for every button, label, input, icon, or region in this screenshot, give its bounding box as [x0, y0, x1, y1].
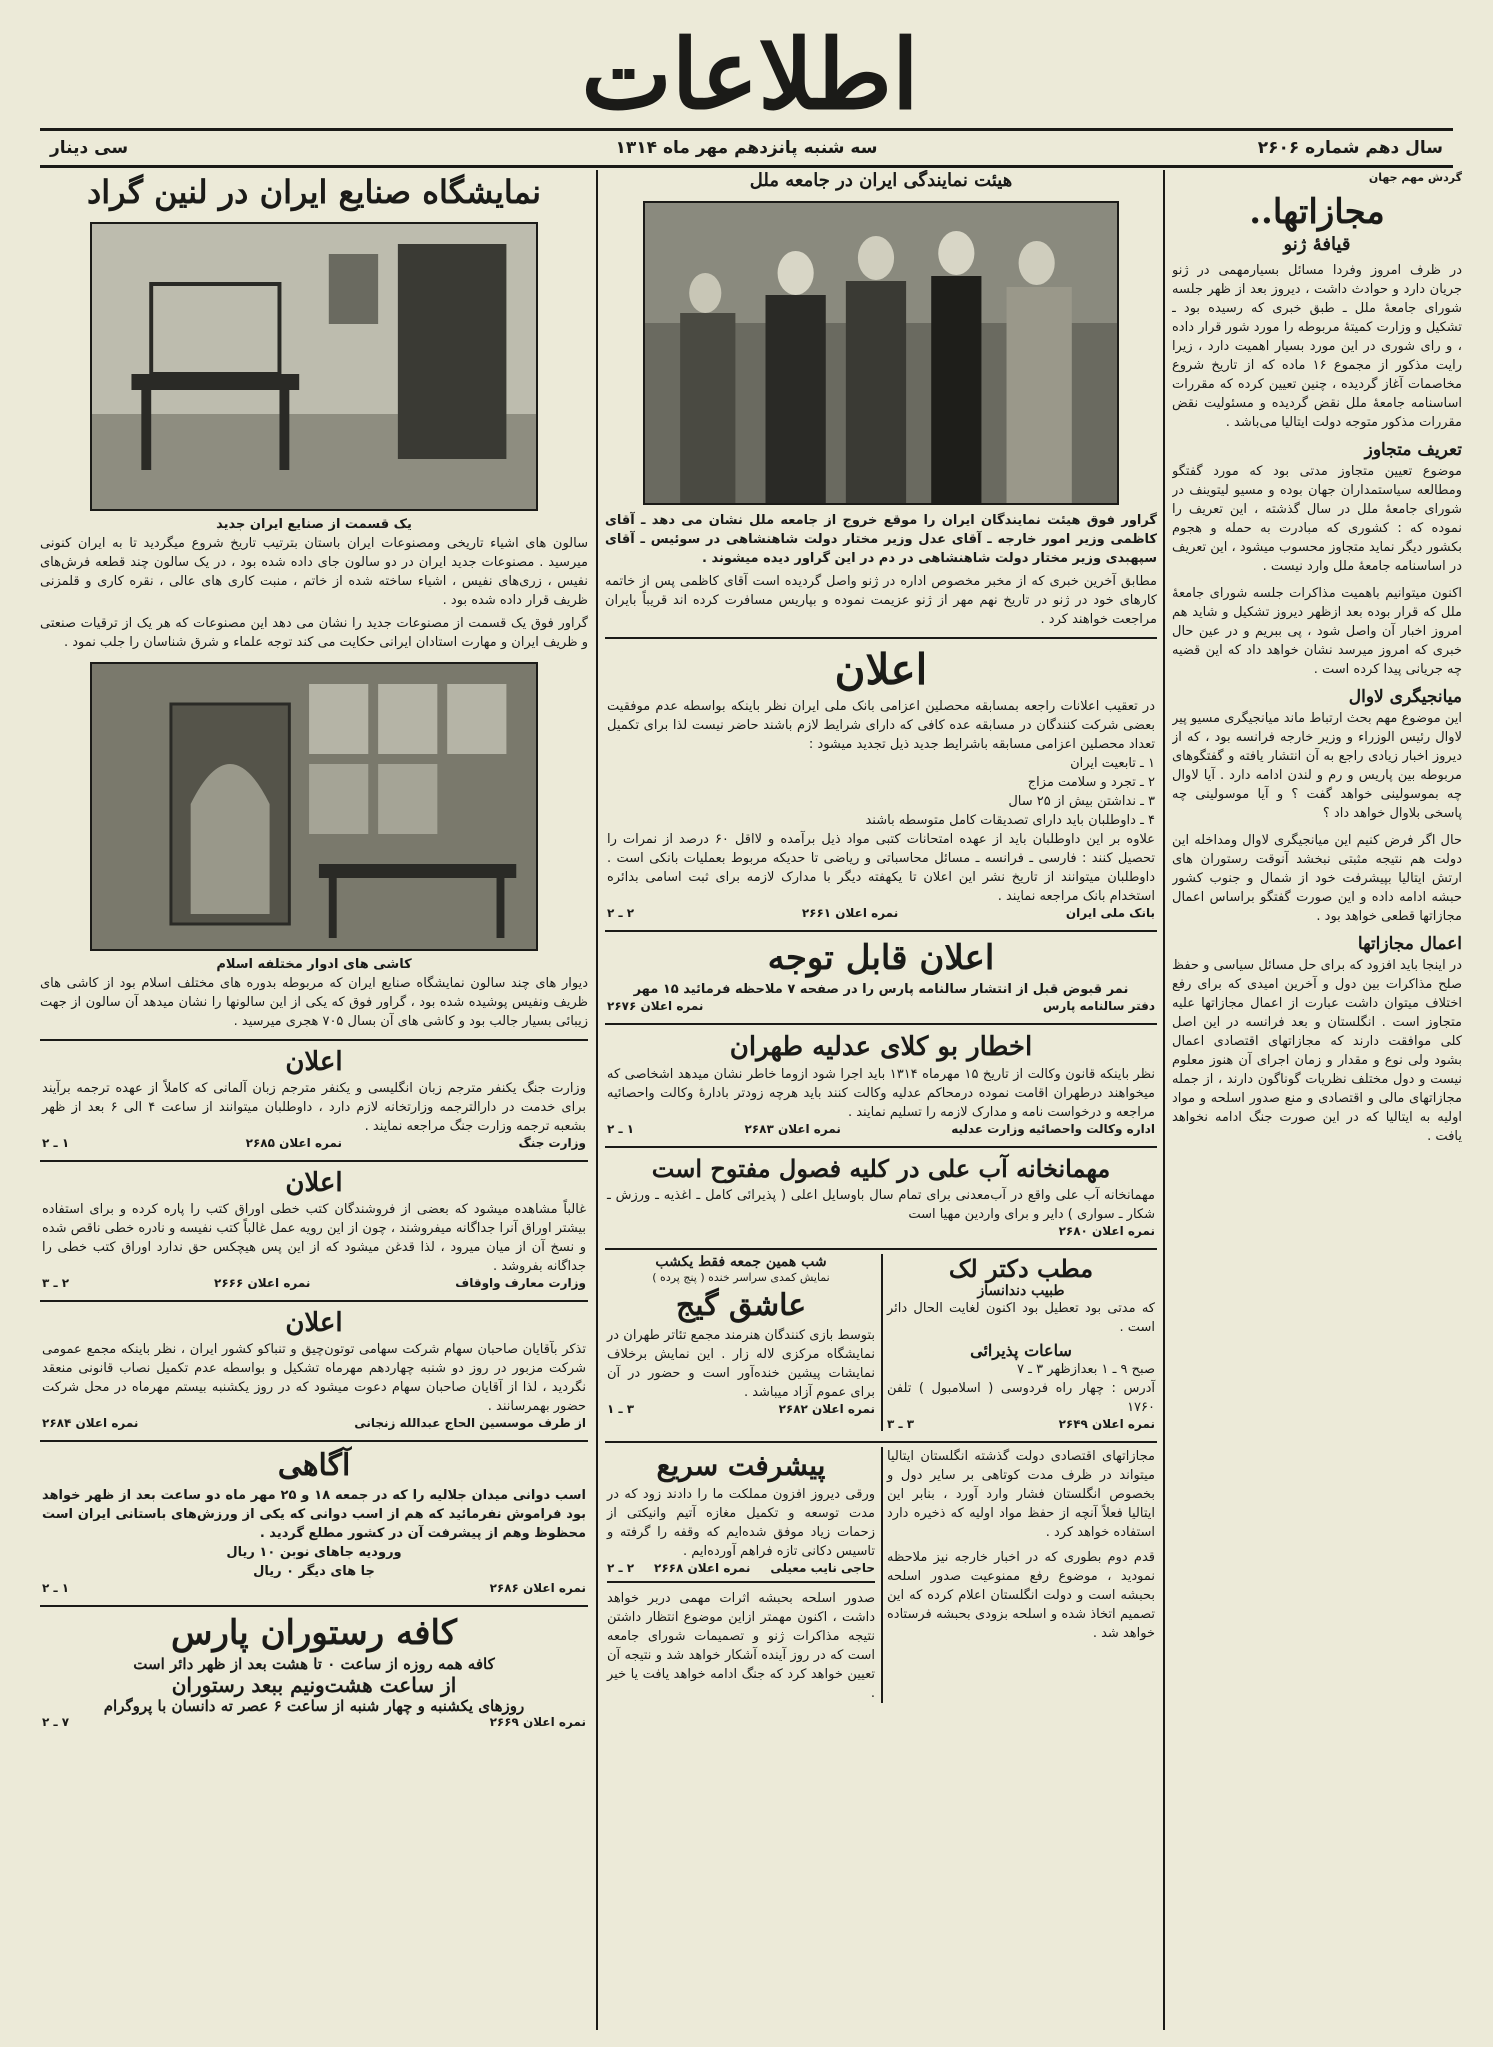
ad-body: در تعقیب اعلانات راجعه بمسابقه محصلین اعزامی بانک ملی ایران نظر باینکه بواسطه عدم موفقیت بعضی شرکت کنندگان در مسابقه عده کافی که دارای شرایط لازم باشند حاضر نیست لذا برای تکمیل تعداد محصلین اعزامی مسابقه باشرایط جدید ذیل تجدید میشود :	[607, 699, 1155, 752]
ad-count: ۲ ـ ۲	[607, 1561, 635, 1575]
ad-body: نمر قبوض قبل از انتشار سالنامه پارس را در صفحه ۷ ملاحظه فرمائید ۱۵ مهر	[633, 982, 1129, 997]
ad-number: نمره اعلان ۲۶۶۶	[214, 1276, 311, 1290]
article-body: گراور فوق یک قسمت از مصنوعات جدید را نشان می دهد این مصنوعات که هر یک از ترقیات صنعتی و ظریف ایران و مهارت استادان ایرانی حکایت می کند توجه علماء و شرق شناسان را جلب نمود .	[40, 616, 588, 650]
ad-line: کافه همه روزه از ساعت ۰ تا هشت بعد از ظهر دائر است	[133, 1655, 495, 1673]
lawyers-notice	[605, 1023, 1157, 1140]
article-body: این موضوع مهم بحث ارتباط ماند میانجیگری مسیو پیر لاوال رئیس الوزراء و وزیر خارجه فرانسه بود ، که از دیروز اخبار زیادی راجع به آن انتشار یافته و گفتگوهای مربوطه بین پاریس و رم و لندن ادامه دارد . آیا لاوال چه بموسولینی خواهد گفت ؟ و آیا موسولینی چه پاسخی بلاوال خواهد داد ؟	[1172, 711, 1462, 821]
ad-title: اخطار بو کلای عدلیه طهران	[729, 1032, 1033, 1062]
ad-number: نمره اعلان ۲۶۷۶	[607, 999, 704, 1013]
ad-line: از ساعت هشت‌ونیم ببعد رستوران	[171, 1673, 457, 1697]
progress-ad	[607, 1447, 875, 1703]
ad-item: ۲ ـ تجرد و سلامت مزاج	[1027, 775, 1155, 790]
issue-number: سال دهم شماره ۲۶۰۶	[1257, 138, 1443, 158]
delegation-photo-art	[645, 203, 1117, 503]
section-heading: تعریف متجاوز	[1364, 440, 1462, 460]
ad-body: نظر باینکه قانون وکالت از تاریخ ۱۵ مهرماه ۱۳۱۴ باید اجرا شود ازوما خاطر نشان میدهد اشخاصی که میخواهند درطهران اقامت نموده درمحاکم عدلیه وکالت کنند باید هرچه زودتر بادارهٔ وکالت واحصائیه مراجعه و درخواست نامه و مدارک لازمه را تسلیم نمایند .	[607, 1067, 1155, 1120]
exhibition-photo-1-art	[92, 224, 536, 509]
column-divider	[596, 170, 598, 2030]
doctor-and-play-ads	[605, 1248, 1157, 1435]
issue-date: سه شنبه پانزدهم مهر ماه ۱۳۱۴	[615, 138, 878, 158]
ad-title: کافه رستوران پارس	[170, 1613, 457, 1653]
article-body: در ظرف امروز وفردا مسائل بسیارمهمی در ژنو جریان دارد و حوادث داشت ، دیروز بعد از ظهر جلسه شورای جامعهٔ ملل ـ طبق خبری که رسیده بود ـ تشکیل و وزارت کمیتهٔ مربوطه را مورد شور قرار داده ، و رای شوری در این مورد بسیار اهمیت دارد ، زیرا رایت مذکور از مجموع ۱۶ ماده که از تاریخ شروع مخاصمات آغاز گردیده ، چنین تعیین کرده که مقررات اساسنامه جامعهٔ ملل نقض گردیده و مسئولیت نقض مقررات مذکور متوجه دولت ایتالیا می‌باشد .	[1172, 263, 1462, 430]
exhibition-photo-1	[90, 222, 538, 511]
section-heading: میانجیگری لاوال	[1348, 687, 1462, 707]
cafe-ad	[40, 1605, 588, 1733]
article-body: اکنون میتوانیم باهمیت مذاکرات جلسه شورای جامعهٔ ملل که قرار بوده بعد ازظهر دیروز تشکیل و شاید هم امروز اخبار آن واصل شود ، پی ببریم و در عین حال خبری که امروز میرسد نشان خواهد داد که این قضیه چه جریانی پیدا کرده است .	[1172, 586, 1462, 677]
ad-count: ۲ ـ ۲	[607, 906, 635, 920]
ad-count: ۱ ـ ۲	[42, 1581, 70, 1595]
photo-body: مطابق آخرین خبری که از مخبر مخصوص اداره در ژنو واصل گردیده است آقای کاظمی پس از خاتمه کارهای خود در ژنو در تاریخ نهم مهر از ژنو عزیمت نموده و بپاریس مسافرت کرده اند قریباً بایران مراجعت خواهند کرد .	[605, 574, 1157, 627]
doctor-ad	[881, 1254, 1155, 1431]
ad-body: ورقی دیروز افزون مملکت ما را دادند زود که در مدت توسعه و تکمیل مغازه آتیم وانیکتی از زحمات زیاد موفق شده‌ایم که وقفه را گرفته و تاسیس دکانی تازه فراهم آورده‌ایم .	[607, 1487, 875, 1559]
right-column	[1172, 170, 1462, 2030]
issue-price: سی دینار	[50, 138, 129, 158]
photo-caption: گراور فوق هیئت نمایندگان ایران را موقع خروج از جامعه ملل نشان می دهد ـ آقای کاظمی وزیر امور خارجه ـ آقای عدل وزیر مختار دولت شاهنشاهی در سوئیس ـ آقای سپهبدی وزیر مختار دولت شاهنشاهی در دم در این گراور دیده میشوند .	[605, 513, 1157, 566]
exhibition-photo-2	[90, 662, 538, 951]
article-body: دیوار های چند سالون نمایشگاه صنایع ایران که مربوطه بدوره های مختلف اسلام بود از کاشی های ظریف ونفیس پوشیده شده بود ، گراور فوق که یکی از این سالونها را نشان میدهد آن سالون از جهت زیبائی بسیار جالب بود و کاشی های آن بسال ۷۰۵ هجری میرسید .	[40, 976, 588, 1029]
column-divider	[1163, 170, 1165, 2030]
ad-sign: وزارت جنگ	[518, 1136, 586, 1150]
article-body: سالون های اشیاء تاریخی ومصنوعات ایران باستان بترتیب تاریخ شروع میگردید تا به ایران کنونی میرسید . مصنوعات جدید ایران در دو سالون جای داده شده بود ، در یک سالون چند قطعه فرش‌های نفیس ، زری‌های نفیس ، اشیاء ساخته شده از خاتم ، منبت کاری های عالی ، نقره کاری و قلمزنی ظریف قرار داده شده بود .	[40, 536, 588, 608]
ad-number: نمره اعلان ۲۶۸۴	[42, 1416, 139, 1430]
ad-line: روزهای یکشنبه و چهار شنبه از ساعت ۶ عصر ته دانسان با پروگرام	[103, 1697, 525, 1715]
play-ad	[607, 1254, 875, 1431]
ad-title: مهمانخانه آب علی در کلیه فصول مفتوح است	[651, 1154, 1111, 1183]
ad-title: پیشرفت سریع	[656, 1449, 826, 1482]
ad-fee: جا های دیگر ۰ ریال	[253, 1564, 375, 1579]
ad-sign: حاجی نایب معیلی	[770, 1561, 875, 1575]
photo-caption: یک قسمت از صنایع ایران جدید	[216, 517, 412, 532]
ad-title: آگاهی	[277, 1448, 351, 1483]
ad-count: ۳ ـ ۱	[607, 1402, 635, 1416]
war-ministry-ad	[40, 1039, 588, 1154]
ad-hours-label: ساعات پذیرائی	[970, 1341, 1072, 1360]
ad-kicker: شب همین جمعه فقط یکشب	[655, 1254, 827, 1270]
ad-count: ۲ ـ ۳	[42, 1276, 70, 1290]
ad-count: ۱ ـ ۲	[42, 1136, 70, 1150]
article-body: در اینجا باید افزود که برای حل مسائل سیاسی و حفظ صلح مذاکرات بین دول و آخرین امیدی که برای رفع اختلاف میتوان داشت عبارت از اعمال مجازاتها علیه متجاوز است . انگلستان و بعد فرانسه در این اصل کلی موافقت دارند که مجازاتهای اقتصادی اعمال بشود ولی نوع و مقدار و زمان اجرای آن هنوز معلوم نیست و دول مختلف نظریات گوناگون دارند ، از جمله مجازاتهای مالی و اقتصادی و منع صدور اسلحه و مواد اولیه به ایتالیا که در این صورت جنگ ادامه نخواهد یافت .	[1172, 958, 1462, 1144]
ad-body: علاوه بر این داوطلبان باید از عهده امتحانات کتبی مواد ذیل برآمده و لااقل ۶۰ درصد از نمرات را تحصیل کنند : فارسی ـ فرانسه ـ مسائل محاسباتی و ریاضی تا حدیکه مربوط بعملیات بانکی است . داوطلبان میتوانند از تاریخ نشر این اعلان تا یکهفته دیگر با مدارک لازمه برای ثبت اسامی بدائره استخدام بانک مراجعه نمایند .	[607, 832, 1155, 904]
ad-sign: بانک ملی ایران	[1065, 906, 1155, 920]
photo-caption: کاشی های ادوار مختلفه اسلام	[216, 957, 412, 972]
exhibition-title: نمایشگاه صنایع ایران در لنین گراد	[86, 173, 541, 211]
article-body: حال اگر فرض کنیم این میانجیگری لاوال ومداخله این دولت هم نتیجه مثبتی نبخشد آنوقت رستوران های ارتش ایتالیا بپیشرفت خود از شمال و جنوب کشور حبشه ادامه داده و این صورت گفتگو براساس اعمال مجازاتها قطعی خواهد بود .	[1172, 833, 1462, 924]
ad-number: نمره اعلان ۲۶۶۱	[801, 906, 899, 920]
ad-title: عاشق گیج	[675, 1288, 807, 1323]
ad-hours: صبح ۹ ـ ۱ بعدازظهر ۳ ـ ۷	[1017, 1362, 1155, 1377]
ad-number: نمره اعلان ۲۶۶۹	[489, 1715, 586, 1729]
ad-title: اعلان	[285, 1168, 343, 1198]
photo-title: هیئت نمایندگی ایران در جامعه ملل	[749, 170, 1013, 191]
horse-race-ad	[40, 1440, 588, 1599]
ad-subtitle: نمایش کمدی سراسر خنده ( پنج پرده )	[652, 1271, 830, 1284]
news-body: قدم دوم بطوری که در اخبار خارجه نیز ملاحظه نمودید ، موضوع رفع ممنوعیت صدور اسلحه بحبشه است و دولت انگلستان اعلام کرده که این تصمیم اتخاذ شده و اسلحه بزودی بحبشه فرستاده خواهد شد .	[887, 1550, 1155, 1641]
ad-item: ۴ ـ داوطلبان باید دارای تصدیقات کامل متوسطه باشند	[865, 813, 1155, 828]
education-ministry-ad	[40, 1160, 588, 1294]
ad-number: نمره اعلان ۲۶۸۶	[489, 1581, 586, 1595]
news-body: صدور اسلحه بحبشه اثرات مهمی دربر خواهد داشت ، اکنون مهمتر ازاین موضوع انتظار داشتن نتیجه مذاکرات ژنو و تصمیمات شورای جامعه است که در روز آینده آشکار خواهد شد و نتیجه آن تعیین خواهد کرد که جنگ ادامه خواهد یافت یا خیر .	[607, 1591, 875, 1701]
ad-item: ۱ ـ تابعیت ایران	[1070, 756, 1155, 771]
left-column	[40, 170, 588, 2030]
ad-fee: ورودیه جاهای نوبن ۱۰ ریال	[226, 1545, 402, 1560]
ad-body: مهمانخانه آب علی واقع در آب‌معدنی برای تمام سال باوسایل اعلی ( پذیرائی کامل ـ اغذیه ـ ورزش ـ شکار ـ سواری ) دایر و برای واردین مهیا است	[607, 1188, 1155, 1222]
ad-body: اسب دوانی میدان جلالیه را که در جمعه ۱۸ و ۲۵ مهر ماه دو ساعت بعد از ظهر خواهد بود فراموش نفرمائید که هم از اسب دوانی که یکی از ورزش‌های باستانی ایران است محظوظ وهم از پیشرفت آن در کشور مطلع گردید .	[42, 1488, 587, 1541]
center-column	[605, 170, 1157, 2030]
ad-sign: از طرف موسسین الحاج عبدالله زنجانی	[354, 1416, 586, 1430]
shareholders-ad	[40, 1300, 588, 1434]
ad-address: آدرس : چهار راه فردوسی ( اسلامبول ) تلفن ۱۷۶۰	[887, 1381, 1155, 1415]
ad-body: بتوسط بازی کنندگان هنرمند مجمع تئاتر طهران در نمایشگاه مرکزی لاله زار . این نمایش برخلاف نمایشات پیشین خنده‌آور است و حضور در آن برای عموم آزاد میباشد .	[607, 1328, 875, 1400]
ad-body: که مدتی بود تعطیل بود اکنون لغایت الحال دائر است .	[887, 1301, 1155, 1335]
ad-number: نمره اعلان ۲۶۸۰	[1058, 1224, 1155, 1238]
ad-number: نمره اعلان ۲۶۸۵	[245, 1136, 343, 1150]
ad-count: ۱ ـ ۲	[607, 1122, 635, 1136]
ad-subtitle: طبیب دندانساز	[977, 1283, 1065, 1299]
ad-body: تذکر بآقایان صاحبان سهام شرکت سهامی توتون‌چیق و تنباکو کشور ایران ، نظر باینکه مجمع عمومی شرکت مزبور در روز دو شنبه چهاردهم مهرماه تشکیل و بواسطه عدم تکمیل نصاب قانونی منعقد نگردید ، لذا از آقایان صاحبان سهام دعوت میشود که در روز یکشنبه بیستم مهرماه در محل شرکت حضور بهمرسانند .	[42, 1342, 586, 1414]
ad-number: نمره اعلان ۲۶۴۹	[1058, 1417, 1155, 1431]
news-continued	[881, 1447, 1155, 1703]
masthead-title: اطلاعات	[581, 18, 919, 131]
bank-ad	[605, 637, 1157, 924]
notice-ad	[605, 930, 1157, 1017]
ad-title: اعلان	[834, 645, 928, 694]
ad-body: وزارت جنگ یکنفر مترجم زبان انگلیسی و یکنفر مترجم زبان آلمانی که کاملاً از عهده ترجمه برآیند برای خدمت در دارالترجمه وزارتخانه لازم دارد ، داوطلبان میتوانند از ساعت ۴ الی ۶ بعد از ظهر بشعبه ترجمه وزارت جنگ مراجعه نمایند .	[42, 1081, 587, 1134]
ad-body: غالباً مشاهده میشود که بعضی از فروشندگان کتب خطی اوراق کتب را پاره کرده و برای استفاده بیشتر اوراق آنرا جداگانه میفروشند ، چون از این رویه عمل غالباً کتب نفیسه و نادره خطی ناقص شده و نسخ آن از میان میرود ، لذا قدغن میشود که از این پس هیچکس حق ندارد اوراق کتب خطی را جداگانه بفروشد .	[42, 1202, 586, 1274]
delegation-photo	[643, 201, 1119, 505]
ad-number: نمره اعلان ۲۶۶۸	[654, 1561, 751, 1575]
section-heading: اعمال مجازاتها	[1357, 934, 1462, 954]
lower-news	[605, 1441, 1157, 1707]
ad-sign: وزارت معارف واوقاف	[455, 1276, 586, 1290]
ad-title: اعلان قابل توجه	[767, 938, 995, 978]
ad-number: نمره اعلان ۲۶۸۲	[778, 1402, 875, 1416]
dateline-bar	[40, 128, 1453, 168]
exhibition-photo-2-art	[92, 664, 536, 949]
ad-title: مطب دکتر لک	[948, 1254, 1094, 1283]
article-body: موضوع تعیین متجاوز مدتی بود که مورد گفتگو ومطالعه سیاستمداران جهان بوده و مسیو لیتوینف در شورای جامعهٔ ملل در سال گذشته ، این تعریف را نموده که : کشوری که مبادرت به حمله و هجوم بکشور دیگر نماید متجاوز محسوب میشود ، این تعریف در اساسنامه جامعهٔ ملل وارد نیست .	[1172, 464, 1462, 574]
kicker: گردش مهم جهان	[1368, 171, 1462, 184]
ad-count: ۳ ـ ۳	[887, 1417, 915, 1431]
ad-sign: دفتر سالنامه پارس	[1042, 999, 1155, 1013]
ad-sign: اداره وکالت واحصائیه وزارت عدلیه	[951, 1122, 1155, 1136]
article-title: مجازاتها..	[1249, 192, 1385, 232]
hotel-ad	[605, 1146, 1157, 1242]
ad-count: ۷ ـ ۲	[42, 1715, 70, 1729]
ad-title: اعلان	[285, 1047, 343, 1077]
ad-number: نمره اعلان ۲۶۸۳	[744, 1122, 841, 1136]
ad-item: ۳ ـ نداشتن بیش از ۲۵ سال	[1008, 794, 1155, 809]
article-subtitle: قیافهٔ ژنو	[1283, 234, 1351, 255]
ad-title: اعلان	[285, 1308, 343, 1338]
news-body: مجازاتهای اقتصادی دولت گذشته انگلستان ایتالیا میتواند در ظرف مدت کوتاهی بر سایر دول و بخصوص انگلستان فشار وارد آورد ، بنابر این ایتالیا فعلاً آنچه از حفظ مواد اولیه که ذخیره دارد استفاده خواهد کرد .	[887, 1449, 1155, 1540]
